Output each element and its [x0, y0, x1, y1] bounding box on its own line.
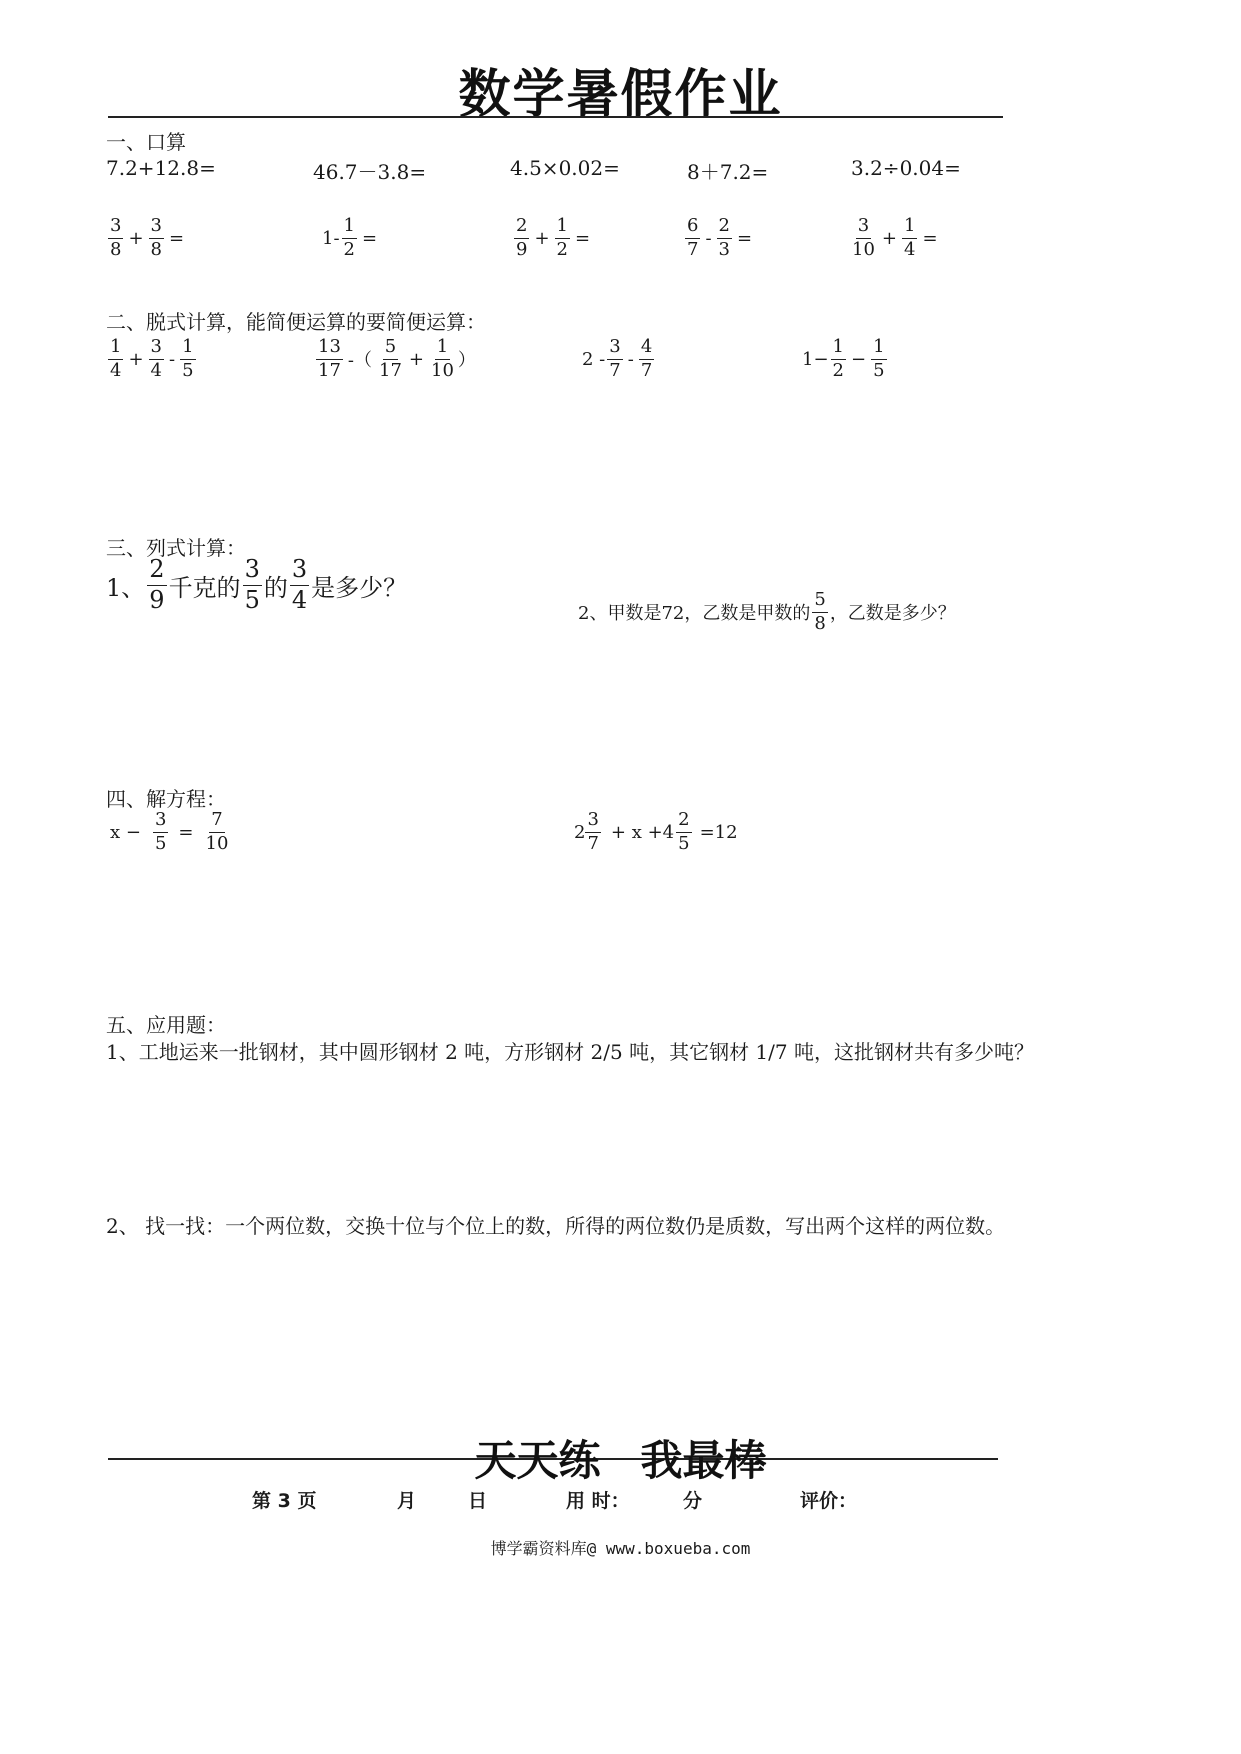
section-2-heading: 二、脱式计算，能简便运算的要简便运算：	[106, 310, 486, 334]
oral-frac-4: $\frac{6}{7}$ - $\frac{2}{3}$ =	[687, 215, 753, 260]
footer-day: 日	[468, 1490, 488, 1512]
footer-page: 第 3 页	[252, 1490, 317, 1512]
section-5-heading: 五、应用题：	[106, 1013, 226, 1037]
footer-rating: 评价：	[800, 1490, 858, 1512]
step-calc-3: 2 - $\frac{3}{7}$ - $\frac{4}{7}$	[582, 336, 653, 381]
footer-minute: 分	[683, 1490, 703, 1512]
step-calc-4: 1− $\frac{1}{2}$ − $\frac{1}{5}$	[802, 336, 885, 381]
oral-frac-5: $\frac{3}{10}$ + $\frac{1}{4}$ =	[852, 215, 938, 260]
list-calc-1: 1、 $\frac{2}{9}$ 千克的 $\frac{3}{5}$ 的 $\frac{3}{4}$ 是多少？	[106, 555, 408, 614]
section-1-heading: 一、口算	[106, 130, 186, 154]
step-calc-2: $\frac{13}{17}$ -（ $\frac{5}{17}$ + $\frac{1}{10}$ ）	[318, 336, 476, 381]
equation-1: x − $\frac{3}{5}$ = $\frac{7}{10}$	[110, 809, 229, 854]
oral-expr-3: 4.5×0.02=	[510, 156, 620, 180]
section-4-heading: 四、解方程：	[106, 787, 226, 811]
footer-month: 月	[397, 1490, 417, 1512]
oral-expr-2: 46.7－3.8=	[313, 160, 427, 184]
word-problem-1: 1、工地运来一批钢材，其中圆形钢材 2 吨，方形钢材 2/5 吨，其它钢材 1/7 吨，这批钢材共有多少吨？	[106, 1040, 1034, 1064]
equation-2: 2 $\frac{3}{7}$ + x +4 $\frac{2}{5}$ =12	[574, 809, 738, 854]
oral-expr-4: 8＋7.2=	[687, 160, 769, 184]
source-watermark: 博学霸资料库@ www.boxueba.com	[490, 1539, 751, 1558]
step-calc-1: $\frac{1}{4}$ + $\frac{3}{4}$ - $\frac{1}{5}$	[110, 336, 194, 381]
oral-expr-5: 3.2÷0.04=	[851, 156, 961, 180]
page-title: 数学暑假作业	[458, 65, 783, 125]
section-3-heading: 三、列式计算：	[106, 536, 246, 560]
motto-right: 我最棒	[640, 1436, 767, 1485]
oral-frac-3: $\frac{2}{9}$ + $\frac{1}{2}$ =	[516, 215, 591, 260]
oral-frac-2: 1- $\frac{1}{2}$ =	[322, 215, 378, 260]
list-calc-2: 2、甲数是72，乙数是甲数的 $\frac{5}{8}$ ，乙数是多少？	[578, 589, 956, 634]
motto-left: 天天练	[474, 1436, 601, 1485]
oral-frac-1: $\frac{3}{8}$ + $\frac{3}{8}$ =	[110, 215, 185, 260]
title-divider	[108, 116, 1003, 118]
footer-time: 用 时：	[566, 1490, 630, 1512]
word-problem-2: 2、 找一找：一个两位数，交换十位与个位上的数，所得的两位数仍是质数，写出两个这样的两位数。	[106, 1214, 1006, 1238]
motto-banner	[0, 1428, 1241, 1488]
oral-expr-1: 7.2+12.8=	[106, 156, 216, 180]
